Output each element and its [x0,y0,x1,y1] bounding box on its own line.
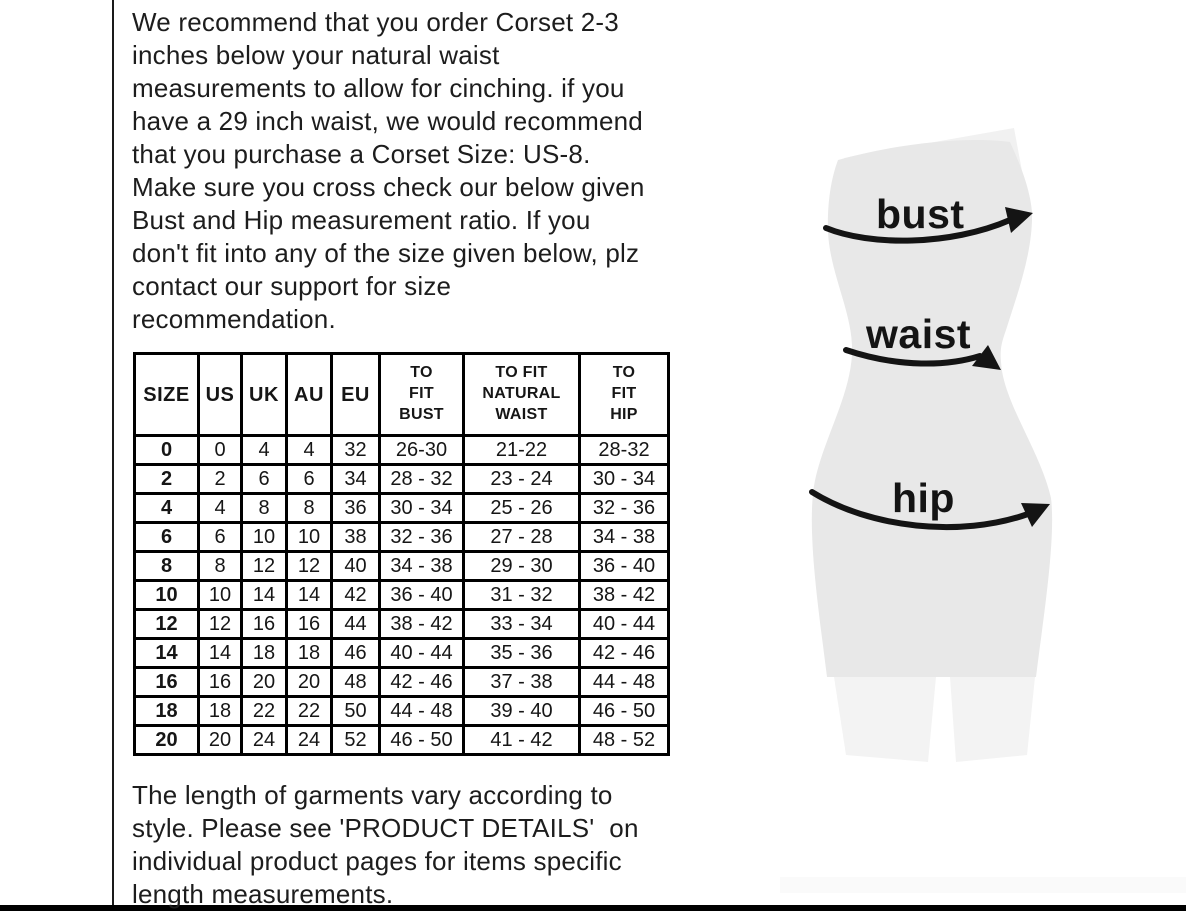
text-line: We recommend that you order Corset 2-3 [132,7,619,37]
column-header-line: AU [294,383,324,406]
size-cell: 0 [199,436,242,465]
size-cell: 16 [199,668,242,697]
size-cell: 34 [332,465,380,494]
body-measurement-figure [800,100,1186,850]
size-cell: 18 [135,697,199,726]
size-cell: 14 [135,639,199,668]
size-cell: 20 [199,726,242,755]
table-row [135,523,669,552]
column-header [199,354,242,436]
size-cell: 4 [199,494,242,523]
column-header-line: WAIST [495,405,548,423]
size-cell: 32 - 36 [580,494,669,523]
size-cell: 32 - 36 [380,523,464,552]
size-cell: 29 - 30 [464,552,580,581]
size-cell: 31 - 32 [464,581,580,610]
left-leg-shape [834,677,936,762]
size-cell: 22 [242,697,287,726]
size-cell: 10 [287,523,332,552]
text-line: measurements to allow for cinching. if you [132,73,625,103]
size-cell: 46 - 50 [380,726,464,755]
size-cell: 40 [332,552,380,581]
bust-label: bust [876,191,965,237]
size-cell: 16 [242,610,287,639]
size-cell: 20 [135,726,199,755]
size-cell: 21-22 [464,436,580,465]
size-cell: 42 [332,581,380,610]
size-cell: 48 - 52 [580,726,669,755]
size-cell: 24 [287,726,332,755]
size-cell: 25 - 26 [464,494,580,523]
size-cell: 46 - 50 [580,697,669,726]
size-cell: 42 - 46 [580,639,669,668]
size-cell: 44 - 48 [380,697,464,726]
column-header-line: FIT [409,385,434,403]
size-chart-table [133,352,670,756]
size-cell: 28-32 [580,436,669,465]
size-cell: 28 - 32 [380,465,464,494]
right-leg-shape [950,677,1035,762]
column-header-line: US [205,383,235,406]
size-cell: 2 [135,465,199,494]
table-row [135,610,669,639]
size-cell: 4 [287,436,332,465]
size-cell: 27 - 28 [464,523,580,552]
footer-paragraph [132,779,684,911]
column-header [287,354,332,436]
column-header-line: TO [612,364,636,382]
column-header [380,354,464,436]
text-line: recommendation. [132,304,336,334]
size-cell: 39 - 40 [464,697,580,726]
size-cell: 23 - 24 [464,465,580,494]
table-row [135,436,669,465]
size-cell: 8 [287,494,332,523]
size-cell: 6 [242,465,287,494]
size-cell: 38 - 42 [380,610,464,639]
size-cell: 52 [332,726,380,755]
size-cell: 40 - 44 [580,610,669,639]
size-cell: 10 [199,581,242,610]
size-cell: 18 [287,639,332,668]
size-cell: 12 [287,552,332,581]
size-cell: 33 - 34 [464,610,580,639]
size-cell: 48 [332,668,380,697]
size-cell: 14 [242,581,287,610]
left-vertical-rule [112,0,114,906]
column-header-line: NATURAL [482,385,561,403]
column-header-line: EU [341,383,370,406]
size-cell: 36 [332,494,380,523]
size-cell: 12 [199,610,242,639]
column-header-line: TO FIT [495,364,548,382]
size-cell: 20 [287,668,332,697]
size-cell: 38 - 42 [580,581,669,610]
text-line: Bust and Hip measurement ratio. If you [132,205,591,235]
size-cell: 2 [199,465,242,494]
size-cell: 41 - 42 [464,726,580,755]
size-cell: 36 - 40 [580,552,669,581]
column-header [464,354,580,436]
size-cell: 36 - 40 [380,581,464,610]
table-row [135,581,669,610]
size-cell: 6 [135,523,199,552]
size-cell: 14 [199,639,242,668]
table-row [135,726,669,755]
size-cell: 44 - 48 [580,668,669,697]
faint-background-band [780,877,1186,893]
size-cell: 37 - 38 [464,668,580,697]
text-line: inches below your natural waist [132,40,500,70]
text-line: contact our support for size [132,271,452,301]
size-cell: 0 [135,436,199,465]
table-row [135,668,669,697]
column-header-line: UK [249,383,279,406]
size-cell: 12 [135,610,199,639]
column-header [135,354,199,436]
size-cell: 8 [199,552,242,581]
column-header-line: SIZE [143,383,190,406]
column-header [332,354,380,436]
text-line: length measurements. [132,879,394,909]
table-row [135,552,669,581]
size-cell: 30 - 34 [380,494,464,523]
size-cell: 18 [242,639,287,668]
size-cell: 30 - 34 [580,465,669,494]
size-cell: 8 [242,494,287,523]
size-cell: 14 [287,581,332,610]
text-line: The length of garments vary according to [132,780,613,810]
size-cell: 12 [242,552,287,581]
size-cell: 6 [199,523,242,552]
intro-paragraph [132,6,684,336]
size-cell: 34 - 38 [380,552,464,581]
size-cell: 10 [135,581,199,610]
text-line: style. Please see 'PRODUCT DETAILS' on [132,813,639,843]
size-cell: 35 - 36 [464,639,580,668]
size-cell: 44 [332,610,380,639]
table-row [135,639,669,668]
size-cell: 4 [242,436,287,465]
header-row [135,354,669,436]
text-line: don't fit into any of the size given below, plz [132,238,640,268]
text-line: individual product pages for items specific [132,846,622,876]
size-cell: 10 [242,523,287,552]
table-row [135,465,669,494]
column-header-line: TO [410,364,433,382]
size-cell: 42 - 46 [380,668,464,697]
column-header [580,354,669,436]
waist-label: waist [866,311,972,357]
text-line: that you purchase a Corset Size: US-8. [132,139,591,169]
column-header-line: HIP [610,405,638,423]
size-cell: 8 [135,552,199,581]
size-cell: 16 [287,610,332,639]
column-header-line: FIT [611,385,637,403]
column-header-line: BUST [399,405,444,423]
table-row [135,494,669,523]
column-header [242,354,287,436]
size-cell: 38 [332,523,380,552]
size-cell: 50 [332,697,380,726]
size-cell: 20 [242,668,287,697]
size-cell: 18 [199,697,242,726]
size-cell: 16 [135,668,199,697]
hip-label: hip [892,475,955,521]
mannequin-figure-svg [800,100,1186,850]
size-cell: 32 [332,436,380,465]
size-cell: 24 [242,726,287,755]
size-cell: 4 [135,494,199,523]
size-cell: 40 - 44 [380,639,464,668]
size-cell: 22 [287,697,332,726]
size-cell: 46 [332,639,380,668]
size-cell: 26-30 [380,436,464,465]
text-line: have a 29 inch waist, we would recommend [132,106,643,136]
table-row [135,697,669,726]
size-cell: 34 - 38 [580,523,669,552]
text-line: Make sure you cross check our below given [132,172,645,202]
size-cell: 6 [287,465,332,494]
